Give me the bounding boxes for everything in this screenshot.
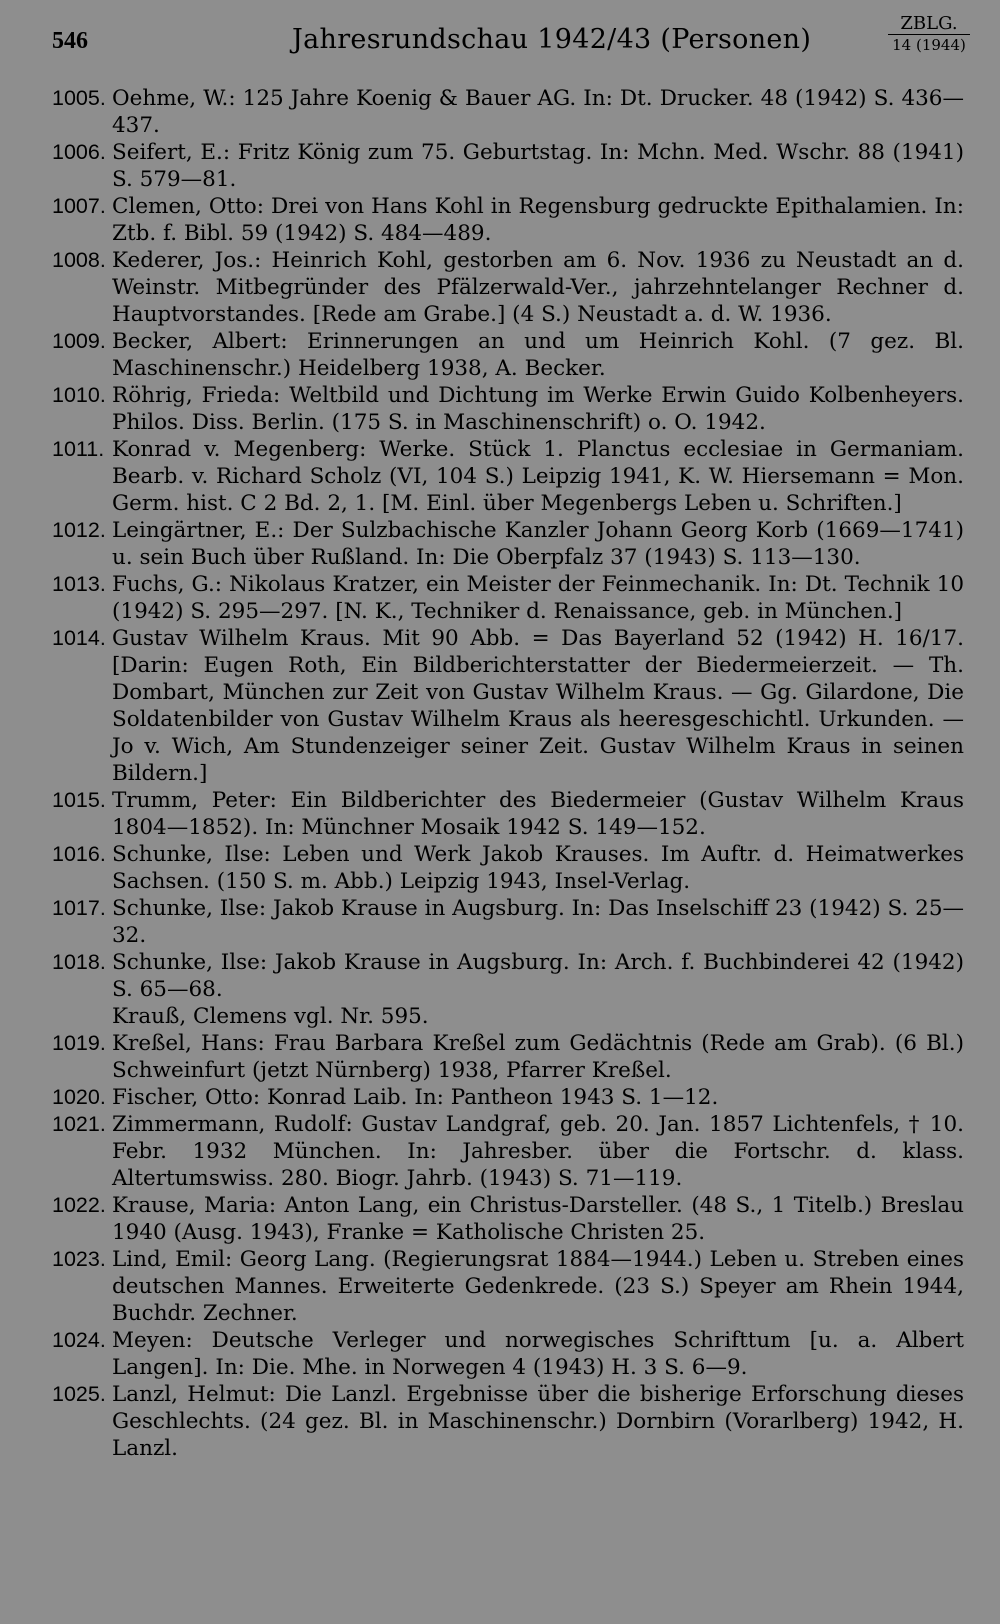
entry-text: Kederer, Jos.: Heinrich Kohl, gestorben am 6. Nov. 1936 zu Neustadt an d. Weinstr. Mitbegründer des Pfälzerwald-Ver., jahrzehntelanger Rechner d. Hauptvorstandes. [Rede am Grabe.] (4 S.) Neustadt a. d. W. 1936. bbox=[112, 248, 964, 327]
entry-text: Zimmermann, Rudolf: Gustav Landgraf, geb. 20. Jan. 1857 Lichtenfels, † 10. Febr. 1932 München. In: Jahresber. über die Fortschr. d. klass. Altertumswiss. 280. Biogr. Jahrb. (1943) S. 71—119. bbox=[112, 1112, 964, 1191]
entry-number: 1012. bbox=[52, 518, 106, 542]
entry-text: Lanzl, Helmut: Die Lanzl. Ergebnisse über die bisherige Erforschung dieses Geschlechts. (24 gez. Bl. in Maschinenschr.) Dornbirn (Vorarlberg) 1942, H. Lanzl. bbox=[112, 1382, 964, 1461]
entry-text: Gustav Wilhelm Kraus. Mit 90 Abb. = Das Bayerland 52 (1942) H. 16/17. [Darin: Eugen Roth, Ein Bildberichterstatter der Biedermeierzeit. — Th. Dombart, München zur Zeit von Gustav Wilhelm Kraus. — Gg. Gilardone, Die Soldatenbilder von Gustav Wilhelm Kraus als heeresgeschichtl. Urkunden. — Jo v. Wich, Am Stundenzeiger seiner Zeit. Gustav Wilhelm Kraus in seinen Bildern.] bbox=[112, 626, 964, 786]
running-title: Jahresrundschau 1942/43 (Personen) bbox=[292, 24, 812, 55]
entry-text: Leingärtner, E.: Der Sulzbachische Kanzler Johann Georg Korb (1669—1741) u. sein Buch über Rußland. In: Die Oberpfalz 37 (1943) S. 113—130. bbox=[112, 518, 964, 570]
entry-number: 1006. bbox=[52, 140, 106, 164]
bibliography-entry bbox=[52, 895, 964, 949]
entry-text: Lind, Emil: Georg Lang. (Regierungsrat 1884—1944.) Leben u. Streben eines deutschen Mannes. Erweiterte Gedenkrede. (23 S.) Speyer am Rhein 1944, Buchdr. Zechner. bbox=[112, 1247, 964, 1326]
bibliography-entry bbox=[52, 1381, 964, 1462]
entry-text: Fuchs, G.: Nikolaus Kratzer, ein Meister der Feinmechanik. In: Dt. Technik 10 (1942) S. 295—297. [N. K., Techniker d. Renaissance, geb. in München.] bbox=[112, 572, 964, 624]
bibliography-entry bbox=[52, 382, 964, 436]
entry-number: 1016. bbox=[52, 842, 106, 866]
entry-number: 1022. bbox=[52, 1193, 106, 1217]
entry-text: Becker, Albert: Erinnerungen an und um Heinrich Kohl. (7 gez. Bl. Maschinenschr.) Heidelberg 1938, A. Becker. bbox=[112, 329, 964, 381]
bibliography-entry bbox=[52, 1003, 964, 1030]
entry-number: 1011. bbox=[52, 437, 105, 461]
entry-number: 1008. bbox=[52, 248, 106, 272]
journal-volume: 14 (1944) bbox=[892, 36, 966, 54]
entry-number: 1009. bbox=[52, 329, 106, 353]
entry-number: 1014. bbox=[52, 626, 106, 650]
entry-number: 1019. bbox=[52, 1031, 106, 1055]
entry-text: Schunke, Ilse: Jakob Krause in Augsburg. In: Das Inselschiff 23 (1942) S. 25—32. bbox=[112, 896, 964, 948]
bibliography-entry bbox=[52, 436, 964, 517]
entry-text: Krauß, Clemens vgl. Nr. 595. bbox=[112, 1004, 429, 1029]
entry-number: 1025. bbox=[52, 1382, 106, 1406]
entry-number: 1017. bbox=[52, 896, 106, 920]
bibliography-entry bbox=[52, 1030, 964, 1084]
entry-number: 1024. bbox=[52, 1328, 106, 1352]
bibliography-entry bbox=[52, 247, 964, 328]
page-number: 546 bbox=[52, 28, 88, 54]
entry-number: 1007. bbox=[52, 194, 106, 218]
entry-number: 1010. bbox=[52, 383, 106, 407]
entry-number: 1013. bbox=[52, 572, 106, 596]
bibliography-entry bbox=[52, 1084, 964, 1111]
page-header bbox=[52, 14, 970, 62]
bibliography-entry bbox=[52, 85, 964, 139]
bibliography-entry bbox=[52, 625, 964, 787]
bibliography-entry bbox=[52, 193, 964, 247]
entry-text: Konrad v. Megenberg: Werke. Stück 1. Planctus ecclesiae in Germaniam. Bearb. v. Richard Scholz (VI, 104 S.) Leipzig 1941, K. W. Hiersemann = Mon. Germ. hist. C 2 Bd. 2, 1. [M. Einl. über Megenbergs Leben u. Schriften.] bbox=[112, 437, 964, 516]
entry-number: 1018. bbox=[52, 950, 106, 974]
entry-text: Röhrig, Frieda: Weltbild und Dichtung im Werke Erwin Guido Kolbenheyers. Philos. Diss. Berlin. (175 S. in Maschinenschrift) o. O. 1942. bbox=[112, 383, 964, 435]
journal-abbreviation: ZBLG. bbox=[888, 14, 970, 35]
bibliography-entry bbox=[52, 139, 964, 193]
bibliography-entry bbox=[52, 949, 964, 1003]
bibliography-entry bbox=[52, 1327, 964, 1381]
entry-text: Oehme, W.: 125 Jahre Koenig & Bauer AG. In: Dt. Drucker. 48 (1942) S. 436—437. bbox=[112, 86, 964, 138]
bibliography-entry bbox=[52, 1111, 964, 1192]
entry-text: Seifert, E.: Fritz König zum 75. Geburtstag. In: Mchn. Med. Wschr. 88 (1941) S. 579—81. bbox=[112, 140, 964, 192]
entry-number: 1015. bbox=[52, 788, 106, 812]
bibliography-entry bbox=[52, 571, 964, 625]
journal-reference bbox=[888, 14, 970, 55]
bibliography-entry bbox=[52, 1192, 964, 1246]
bibliography-entry bbox=[52, 787, 964, 841]
bibliography-entry bbox=[52, 1246, 964, 1327]
entry-text: Schunke, Ilse: Leben und Werk Jakob Krauses. Im Auftr. d. Heimatwerkes Sachsen. (150 S. m. Abb.) Leipzig 1943, Insel-Verlag. bbox=[112, 842, 964, 894]
bibliography-list bbox=[52, 85, 964, 1462]
entry-text: Kreßel, Hans: Frau Barbara Kreßel zum Gedächtnis (Rede am Grab). (6 Bl.) Schweinfurt (jetzt Nürnberg) 1938, Pfarrer Kreßel. bbox=[112, 1031, 964, 1083]
entry-text: Fischer, Otto: Konrad Laib. In: Pantheon 1943 S. 1—12. bbox=[112, 1085, 719, 1110]
entry-text: Trumm, Peter: Ein Bildberichter des Biedermeier (Gustav Wilhelm Kraus 1804—1852). In: Münchner Mosaik 1942 S. 149—152. bbox=[112, 788, 964, 840]
entry-number: 1020. bbox=[52, 1085, 106, 1109]
entry-text: Clemen, Otto: Drei von Hans Kohl in Regensburg gedruckte Epithalamien. In: Ztb. f. Bibl. 59 (1942) S. 484—489. bbox=[112, 194, 964, 246]
bibliography-entry bbox=[52, 841, 964, 895]
bibliography-entry bbox=[52, 517, 964, 571]
entry-text: Meyen: Deutsche Verleger und norwegisches Schrifttum [u. a. Albert Langen]. In: Die. Mhe. in Norwegen 4 (1943) H. 3 S. 6—9. bbox=[112, 1328, 964, 1380]
entry-text: Krause, Maria: Anton Lang, ein Christus-Darsteller. (48 S., 1 Titelb.) Breslau 1940 (Ausg. 1943), Franke = Katholische Christen 25. bbox=[112, 1193, 964, 1245]
bibliography-entry bbox=[52, 328, 964, 382]
entry-number: 1021. bbox=[52, 1112, 106, 1136]
entry-number: 1005. bbox=[52, 86, 106, 110]
entry-text: Schunke, Ilse: Jakob Krause in Augsburg. In: Arch. f. Buchbinderei 42 (1942) S. 65—68. bbox=[112, 950, 964, 1002]
entry-number: 1023. bbox=[52, 1247, 106, 1271]
